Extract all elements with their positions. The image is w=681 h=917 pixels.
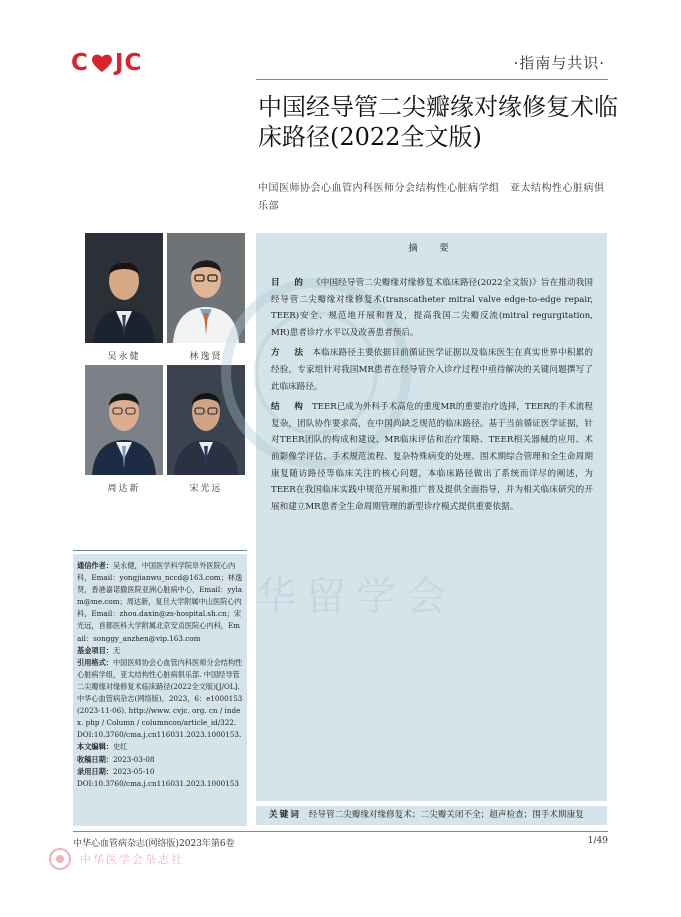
logo-letters-jc: JC <box>114 50 143 76</box>
objective-text: 《中国经导管二尖瓣缘对缘修复术临床路径(2022全文版)》旨在推动我国经导管二尖瓣缘对缘修复术(transcatheter mitral valve edge-to-edge repair, TEER)安全、规范地开展和普及，提高我国二尖瓣反流(mitral regurgitation, MR)患者诊疗水平以及改善患者预后。 <box>271 278 593 338</box>
abstract-heading: 摘 要 <box>408 243 455 254</box>
abstract-method <box>271 345 593 395</box>
keywords-label: 关键词 <box>269 810 301 820</box>
header-rule <box>256 79 608 80</box>
editor-label: 本文编辑： <box>77 742 113 752</box>
publisher-name: 中华医学会杂志社 <box>80 853 184 866</box>
keywords-panel <box>256 806 607 825</box>
citation <box>77 657 243 742</box>
abstract-objective <box>271 275 593 341</box>
article-title: 中国经导管二尖瓣缘对缘修复术临床路径(2022全文版) <box>258 93 618 151</box>
publisher-seal-icon <box>48 847 72 871</box>
accepted <box>77 766 243 778</box>
accepted-text: 2023-05-10 <box>112 766 155 776</box>
objective-label: 目 的 <box>271 278 307 288</box>
correspondence-text: 吴永健，中国医学科学院阜外医院心内科，Email：yongjianwu_nccd@163.com；林逸贤，香港嘉诺撒医院亚洲心脏病中心，Email：yylam@me.com；周达新，复旦大学附属中山医院心内科，Email：zhou.daxin@zs-hospital.sh.cn；宋光远，首都医科大学附属北京安贞医院心内科，Email：songgy_anzhen@vip.163.com <box>77 561 243 643</box>
author-groups: 中国医师协会心血管内科医师分会结构性心脏病学组 亚太结构性心脏病俱乐部 <box>258 183 605 212</box>
journal-footer: 中华心血管病杂志(网络版)2023年第6卷 <box>73 839 235 849</box>
abstract-result <box>271 399 593 515</box>
fund <box>77 645 243 657</box>
correspondence-label: 通信作者： <box>77 561 113 570</box>
result-label: 结 构 <box>271 402 306 413</box>
meta-panel <box>73 554 247 826</box>
doi: DOI:10.3760/cma.j.cn116031.2023.1000153 <box>77 778 239 788</box>
editor-text: 史红 <box>112 742 128 752</box>
author-photo <box>85 233 163 343</box>
editor <box>77 741 243 753</box>
author-name: 宋光远 <box>189 484 223 494</box>
abstract-panel <box>256 233 607 801</box>
meta-rule <box>73 550 247 551</box>
citation-text: 中国医师协会心血管内科医师分会结构性心脏病学组，亚太结构性心脏病俱乐部. 中国经导管二尖瓣缘对缘修复术临床路径(2022全文版)[J/OL]. 中华心血管病杂志(网络版)，2023，6：e1000153(2023-11-06). http://www. cvjc. org. cn / index. php / Column / columncon/article_id/322. DOI:10.3760/cma.j.cn116031.2023.1000153. <box>77 657 243 740</box>
accepted-label: 录用日期： <box>77 766 113 776</box>
received-label: 收稿日期： <box>77 754 113 764</box>
received <box>77 754 243 766</box>
method-label: 方 法 <box>271 348 307 359</box>
abstract-body <box>271 275 593 519</box>
footer-rule <box>73 831 608 832</box>
watermark-text: 华留学会 <box>256 574 456 620</box>
logo-letter-c: C <box>71 50 89 76</box>
section-tag: ·指南与共识· <box>513 54 605 72</box>
heart-icon <box>91 53 113 73</box>
page-number: 1/49 <box>587 836 608 846</box>
correspondence <box>77 560 243 645</box>
fund-label: 基金项目： <box>77 645 113 655</box>
keywords-text: 经导管二尖瓣缘对缘修复术；二尖瓣关闭不全；超声检查；围手术期康复 <box>308 810 584 820</box>
method-text: 本临床路径主要依据目前循证医学证据以及临床医生在真实世界中积累的经验，专家组针对我国MR患者在经导管介入诊疗过程中亟待解决的关键问题撰写了此临床路径。 <box>271 348 593 392</box>
received-text: 2023-03-08 <box>112 754 155 764</box>
author-name: 周达新 <box>107 484 141 494</box>
journal-logo <box>71 52 142 74</box>
result-text: TEER已成为外科手术高危的重度MR的重要治疗选择，TEER的手术流程复杂，团队协作要求高，在中国尚缺乏规范的临床路径。基于当前循证医学证据，针对TEER团队的构成和建设、MR临床评估和治疗策略、TEER相关器械的应用、术前影像学评估、手术规范流程、复杂特殊病变的处理、围术期综合管理和全生命周期康复随访路径等临床关注的核心问题，本临床路径做出了系统而详尽的阐述，为TEER在我国临床实践中规范开展和推广普及提供全面指导，并为相关临床研究的开展和建立MR患者全生命周期管理的新型诊疗模式提供重要依据。 <box>271 402 593 512</box>
citation-label: 引用格式： <box>77 657 113 667</box>
fund-text: 无 <box>112 645 121 655</box>
author-name: 吴永健 <box>107 352 141 362</box>
publisher-mark <box>48 846 184 872</box>
author-name: 林逸贤 <box>189 352 223 362</box>
author-photo <box>85 365 163 475</box>
